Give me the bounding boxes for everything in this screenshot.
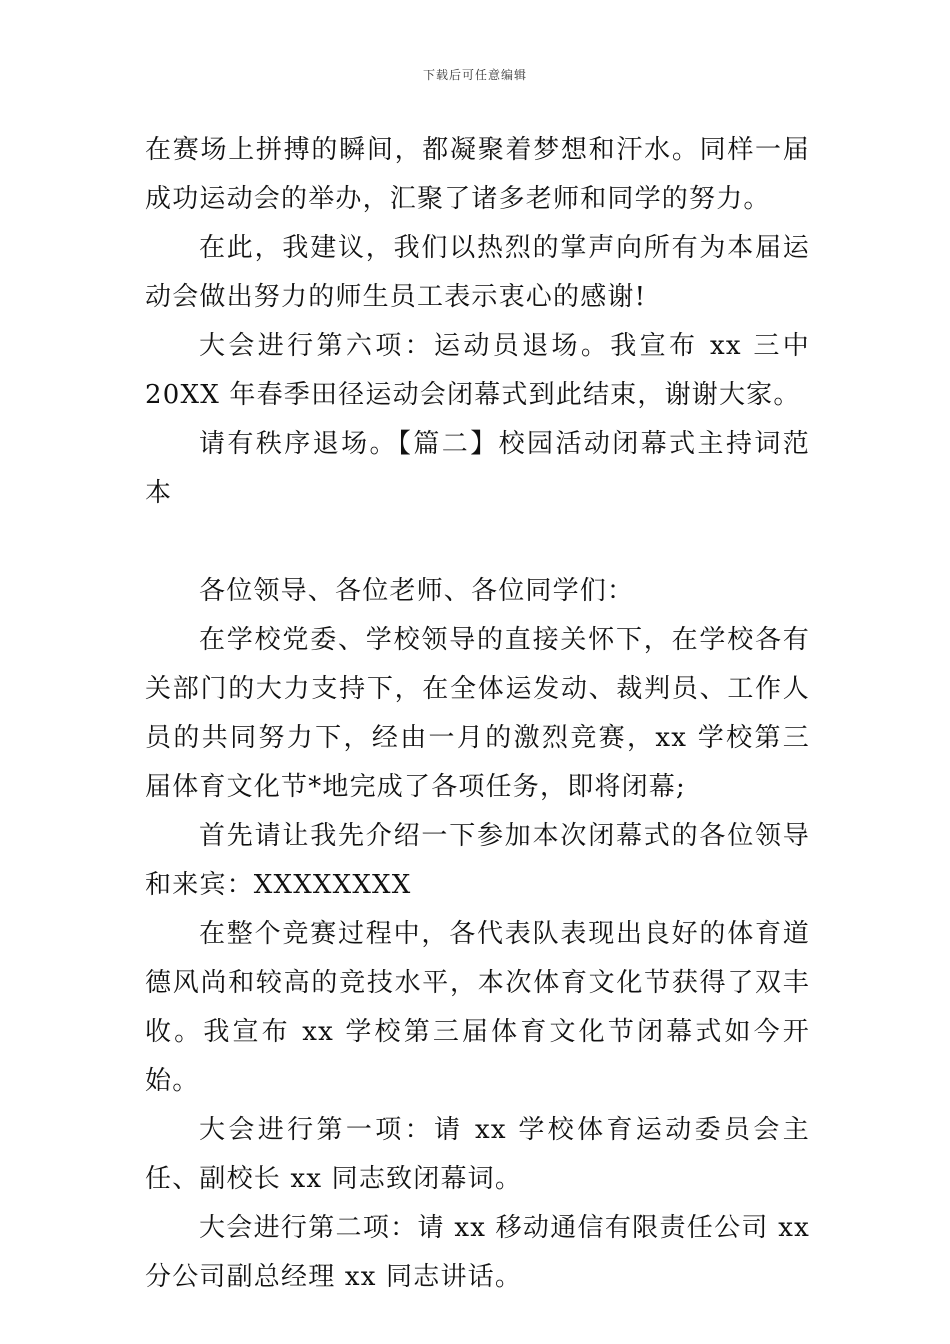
paragraph-2: 在此，我建议，我们以热烈的掌声向所有为本届运动会做出努力的师生员工表示衷心的感谢! bbox=[145, 233, 810, 312]
document-body bbox=[145, 126, 810, 1302]
paragraph-6: 在学校党委、学校领导的直接关怀下，在学校各有关部门的大力支持下，在全体运发动、裁判员、工作人员的共同努力下，经由一月的激烈竞赛，xx 学校第三届体育文化节*地完成了各项任务，即将闭幕; bbox=[145, 625, 810, 802]
paragraph-8: 在整个竞赛过程中，各代表队表现出良好的体育道德风尚和较高的竞技水平，本次体育文化节获得了双丰收。我宣布 xx 学校第三届体育文化节闭幕式如今开始。 bbox=[145, 919, 810, 1096]
paragraph-4: 请有秩序退场。【篇二】校园活动闭幕式主持词范本 bbox=[145, 429, 810, 508]
paragraph-1: 在赛场上拼搏的瞬间，都凝聚着梦想和汗水。同样一届成功运动会的举办，汇聚了诸多老师和同学的努力。 bbox=[145, 135, 810, 214]
paragraph-7: 首先请让我先介绍一下参加本次闭幕式的各位领导和来宾：XXXXXXXX bbox=[145, 821, 810, 900]
paragraph-3: 大会进行第六项：运动员退场。我宣布 xx 三中 20XX 年春季田径运动会闭幕式到此结束，谢谢大家。 bbox=[145, 331, 810, 410]
paragraph-10: 大会进行第二项：请 xx 移动通信有限责任公司 xx 分公司副总经理 xx 同志讲话。 bbox=[145, 1213, 810, 1292]
header-note: 下载后可任意编辑 bbox=[422, 68, 527, 82]
paragraph-9: 大会进行第一项：请 xx 学校体育运动委员会主任、副校长 xx 同志致闭幕词。 bbox=[145, 1115, 810, 1194]
paragraph-spacer bbox=[145, 518, 810, 567]
paragraph-5: 各位领导、各位老师、各位同学们： bbox=[199, 576, 635, 606]
